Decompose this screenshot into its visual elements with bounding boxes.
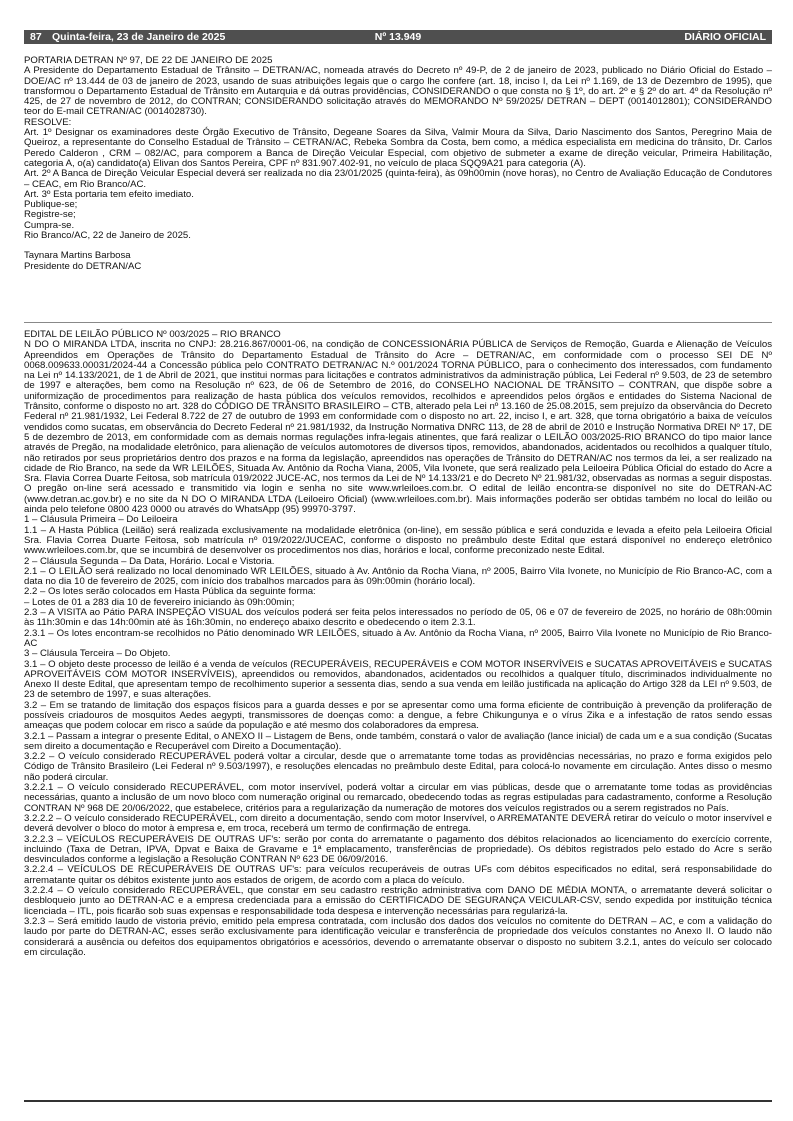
edital-paragraph: 3.2.2.2 – O veículo considerado RECUPERÁVEL, com direito a documentação, sendo com motor Inservível, o ARREMATANTE DEVERÁ retirar do veículo o motor inservível e deverá devolver o bloco do motor à empresa e, em troca, receberá um termo de confirmação de entrega. — [24, 812, 772, 835]
section-divider — [24, 322, 772, 323]
portaria-section — [24, 56, 772, 272]
edital-paragraph: 3.2.2.4 – O veículo considerado RECUPERÁVEL, que constar em seu cadastro restrição administrativa com DANO DE MÉDIA MONTA, o arrematante deverá solicitar o desbloqueio junto ao DETRAN-AC e a empresa credenciada para a emissão do CERTIFICADO DE SEGURANÇA VEICULAR-CSV, sendo expedida por instituição técnica licenciada – ITL, pois ficarão sob suas expensas e responsabilidade toda despesa e intervenção necessárias para regularizá-la. — [24, 885, 772, 917]
edital-paragraph: 3 – Cláusula Terceira – Do Objeto. — [24, 648, 171, 660]
edital-paragraph: 3.2.2.1 – O veículo considerado RECUPERÁVEL, com motor inservível, poderá voltar a circular em vias públicas, desde que o arrematante tome todas as providências necessárias, quanto a inclusão de um novo bloco com numeração original ou remarcado, obedecendo todas as regras estipuladas para cadastramento, conforme a Resolução CONTRAN Nº 968 DE 20/06/2022, que estabelece, critérios para a regularização da numeração de motores dos veículos registrados ou a serem registrados no País. — [24, 782, 772, 814]
edital-paragraph: 2 – Cláusula Segunda – Da Data, Horário. Local e Vistoria. — [24, 555, 275, 567]
edital-paragraph: N DO O MIRANDA LTDA, inscrita no CNPJ: 28.216.867/0001-06, na condição de CONCESSIONÁRIA PÚBLICA de Serviços de Remoção, Guarda e Alienação de Veículos Apreendidos em Operações de Trânsito do Departamento Estadual de Trânsito do Acre – DETRAN/AC, em conformidade com o processo SEI DE Nº 0068.009633.00031/2024-44 a Concessão pública pelo CONTRATO DETRAN/AC N.º 001/2024 TORNA PÚBLICO, para o conhecimento dos interessados, com fundamento na Lei nº 14.133/2021, de 1 de Abril de 2021, que institui normas para licitações e contratos administrativos da administração pública, Lei Federal nº 9.503, de 23 de setembro de 1997 e alterações, bem como na Resolução nº 623, de 06 de Setembro de 2016, do CONSELHO NACIONAL DE TRÂNSITO – CONTRAN, que dispõe sobre a uniformização de procedimentos para realização de hasta pública dos veículos removidos, recolhidos e apreendidos pelos órgãos e entidades do Sistema Nacional de Trânsito, conforme o disposto no art. 328 do CÓDIGO DE TRÂNSITO BRASILEIRO – CTB, alterado pela Lei nº 13.160 de 25.08.2015, sem prejuízo da observância do Decreto Federal nº 21.981/1932, Lei Federal 8.722 de 27 de outubro de 1993 em conformidade com o disposto no art. 22, inciso I, e art. 328, que torna obrigatório a baixa de veículos vendidos como sucatas, em observância do Decreto Federal nº 21.981/1932, da Instrução Normativa DNRC 113, de 28 de abril de 2010 e Instrução Normativa DREI Nº 17, DE 5 de dezembro de 2013, em conformidade com as demais normas regulações infra-legais atinentes, que fará realizar o LEILÃO 003/2025-RIO BRANCO do tipo maior lance através de Pregão, na modalidade eletrônico, para alienação de veículos automotores de diversos tipos, removidos, abandonados, acidentados ou recolhidos a qualquer título, não retirados por seus proprietários dentro dos prazos e na forma da legislação, apreendidos nas operações de Trânsito do DETRAN/AC nos termos da lei, a ser realizado na cidade de Rio Branco, na sede da WR LEILÕES, Situada Av. Antônio da Rocha Viana, 2005, Vila Ivonete, que será realizado pela Leiloeira Pública Oficial do estado do Acre a Sra. Flavia Correa Duarte Feitosa, sob matrícula 019/2022 JUCE-AC, nos termos da Lei de Nº 14.133/21 e do Decreto Nº 21.981/32, observadas as normas a seguir dispostas. O pregão on-line será acessado e transmitido via login e senha no site www.wrleiloes.com.br. O edital de leilão encontra-se disponível no site do DETRAN-AC (www.detran.ac.gov.br) e no site da N DO O MIRANDA LTDA (Leiloeiro Oficial) (www.wrleiloes.com.br). Mais informações poderão ser obtidas também no local do leilão ou ainda pelo telefone 0800 423 0000 ou através do WhatsApp (95) 99970-3797. — [24, 339, 772, 516]
page-number: 87 — [30, 31, 42, 43]
edital-paragraph: 1 – Cláusula Primeira – Do Leiloeira — [24, 514, 178, 526]
edital-paragraph: 2.2 – Os lotes serão colocados em Hasta Pública da seguinte forma: — [24, 586, 316, 598]
portaria-resolve: RESOLVE: — [24, 116, 72, 128]
edital-paragraph: 3.2.1 – Passam a integrar o presente Edital, o ANEXO II – Listagem de Bens, onde também, constará o valor de avaliação (lance inicial) de cada um e a sua condição (Sucatas sem direito a documentação e Recuperável com Direito a Documentação). — [24, 730, 772, 752]
edital-paragraph: 2.3 – A VISITA ao Pátio PARA INSPEÇÃO VISUAL dos veículos poderá ser feita pelos interessados no período de 05, 06 e 07 de fevereiro de 2025, no horário de 08h:00min às 11h:30min e das 14h:00min até às 16h:30min, no endereço abaixo descrito e obedecendo o item 2.3.1. — [24, 607, 772, 629]
portaria-registre: Registre-se; — [24, 209, 76, 221]
portaria-article-3: Art. 3º Esta portaria tem efeito imediato. — [24, 188, 194, 200]
page-footer-rule — [24, 1100, 772, 1102]
edital-paragraph: 3.2.2.4 – VEÍCULOS DE RECUPERÁVEIS DE OUTRAS UF's: para veículos recuperáveis de outras UFs com débitos especificados no edital, será responsabilidade do arrematante quitar os débitos existente junto aos estados de origem, de acordo com a placa do veículo. — [24, 864, 772, 886]
issue-date: Quinta-feira, 23 de Janeiro de 2025 — [52, 31, 226, 43]
portaria-article-2: Art. 2º A Banca de Direção Veicular Especial deverá ser realizada no dia 23/01/2025 (quinta-feira), às 09h00min (nove horas), no Centro de Avaliação Educação de Condutores – CEAC, em Rio Branco/AC. — [24, 168, 772, 190]
edital-paragraph: 2.1 – O LEILÃO será realizado no local denominado WR LEILÕES, situado à Av. Antônio da Rocha Viana, nº 2005, Bairro Vila Ivonete, no Município de Rio Branco-AC, com a data no dia 10 de fevereiro de 2025, com início dos trabalhos marcados para às 09h:00min (horário local). — [24, 565, 772, 588]
portaria-article-1: Art. 1º Designar os examinadores deste Órgão Executivo de Trânsito, Degeane Soares da Silva, Valmir Moura da Silva, Dario Nascimento dos Santos, Peregrino Maia de Queiroz, a representante do Conselho Estadual de Trânsito – CETRAN/AC, Rebeka Sombra da Costa, bem como, a médica especialista em medicina do trânsito, Dr. Carlos Peredo Calderon , CRM – 082/AC, para comporem a Banca de Direção Veicular Especial, com objetivo de submeter a exame de direção veicular, Primeira Habilitação, categoria A, o(a) candidato(a) Elivan dos Santos Pereira, CPF nº 831.907.402-91, no veículo de placa SQQ9A21 para categoria (A). — [24, 127, 772, 169]
edital-paragraph: 3.2.2.3 – VEÍCULOS RECUPERÁVEIS DE OUTRAS UF's: serão por conta do arrematante o pagamento dos débitos relacionados ao licenciamento do exercício corrente, incluindo (Taxa de Detran, IPVA, Dpvat e Baixa de Gravame e 1ª emplacamento, transferências de propriedade). Os débitos registrados pelo estado do Acre s serão desvinculados conforme a legislação a Resolução CONTRAN Nº 623 DE 06/09/2016. — [24, 833, 772, 866]
edital-paragraph: 1.1 – A Hasta Pública (Leilão) será realizada exclusivamente na modalidade eletrônica (on-line), em sessão pública e será conduzida e levada a efeito pela Leiloeira Oficial Sra. Flavia Correa Duarte Feitosa, sob matrícula nº 019/2022/JUCEAC, conforme o disposto no preâmbulo deste Edital que estará disponível no endereço eletrônico www.wrleiloes.com.br, que se incumbirá de desenvolver os procedimentos nos dias, horários e local, conforme preconizado neste Edital. — [24, 524, 772, 557]
portaria-place-date: Rio Branco/AC, 22 de Janeiro de 2025. — [24, 230, 191, 242]
edital-paragraph: 3.2 – Em se tratando de limitação dos espaços físicos para a guarda desses e por se apresentar como uma forma eficiente de contribuição à prevenção da proliferação de possíveis criadouros de mosquitos Aedes aegypti, transmissores de doenças como: a dengue, a febre Chikungunya e o vírus Zika e a infestação de ratos sendo essas ameaças que podem colocar em risco a saúde da população e até mesmo dos colaboradores da empresa. — [24, 699, 772, 732]
page-header — [24, 30, 772, 44]
edital-paragraph: 2.3.1 – Os lotes encontram-se recolhidos no Pátio denominado WR LEILÕES, situado à Av. Antônio da Rocha Viana, nº 2005, Bairro Vila Ivonete no Município de Rio Branco-AC — [24, 627, 772, 649]
edital-paragraph: 3.2.3 – Será emitido laudo de vistoria prévio, emitido pela empresa contratada, com inclusão dos dados dos veículos no comitente do DETRAN – AC, e com a validação do laudo por parte do DETRAN-AC, esses serão exclusivamente para identificação veicular e transferência de propriedade dos veículos constantes no Anexo II. O laudo não considerará a ausência ou defeitos dos equipamentos obrigatórios e acessórios, devendo o arrematante observar o disposto no subitem 3.2.1, antes do veículo ser colocado em circulação. — [24, 915, 772, 958]
edital-paragraph: – Lotes de 01 a 283 dia 10 de fevereiro iniciando às 09h:00min; — [24, 596, 295, 608]
signature-role: Presidente do DETRAN/AC — [24, 260, 142, 272]
edition-number: Nº 13.949 — [374, 31, 422, 43]
edital-paragraph: 3.1 – O objeto deste processo de leilão é a venda de veículos (RECUPERÁVEIS, RECUPERÁVEIS e COM MOTOR INSERVÍVEIS e SUCATAS APROVEITÁVEIS e SUCATAS APROVEITÁVEIS COM MOTOR INSERVÍVEIS), apreendidos ou removidos, abandonados, acidentados ou recolhidos a qualquer título, discriminados individualmente no Anexo II deste Edital, que apresentam tempo de recolhimento superior a sessenta dias, sendo a sua venda em leilão justificada na aplicação do Artigo 328 da LEI nº 9.503, de 23 de setembro de 1997, e suas alterações. — [24, 658, 772, 701]
edital-paragraph: 3.2.2 – O veículo considerado RECUPERÁVEL poderá voltar a circular, desde que o arrematante tome todas as providências necessárias, no prazo e forma exigidos pelo Código de Trânsito Brasileiro (Lei Federal nº 9.503/1997), e resoluções elencadas no preâmbulo deste Edital, para colocá-lo novamente em circulação. Antes disso o mesmo não poderá circular. — [24, 751, 772, 783]
publication-name: DIÁRIO OFICIAL — [684, 31, 766, 43]
portaria-cumpra: Cumpra-se. — [24, 219, 75, 231]
portaria-publique: Publique-se; — [24, 199, 78, 211]
signature-name: Taynara Martins Barbosa — [24, 250, 131, 262]
portaria-title: PORTARIA DETRAN Nº 97, DE 22 DE JANEIRO DE 2025 — [24, 55, 273, 66]
edital-title: EDITAL DE LEILÃO PÚBLICO Nº 003/2025 – RIO BRANCO — [24, 329, 281, 340]
edital-section — [24, 330, 772, 958]
portaria-preamble: A Presidente do Departamento Estadual de Trânsito – DETRAN/AC, nomeada através do Decreto nº 49-P, de 2 de janeiro de 2023, publicado no Diário Oficial do Estado – DOE/AC nº 13.444 de 03 de janeiro de 2023, usando de suas atribuições legais que o cargo lhe confere (art. 18, inciso I, da Lei nº 1.169, de 13 de Dezembro de 1995), que transformou o Departamento Estadual de Trânsito em Autarquia e dá outras providências, CONSIDERANDO o que consta no § 1º, do art. 2º e § 2º do art. 4º da Resolução nº 425, de 27 de novembro de 2012, do CONTRAN; CONSIDERANDO solicitação através do MEMORANDO Nº 59/2025/ DETRAN – DEPT (0014012801); CONSIDERANDO teor do E-mail CETRAN/AC (0014028730). — [24, 65, 772, 118]
